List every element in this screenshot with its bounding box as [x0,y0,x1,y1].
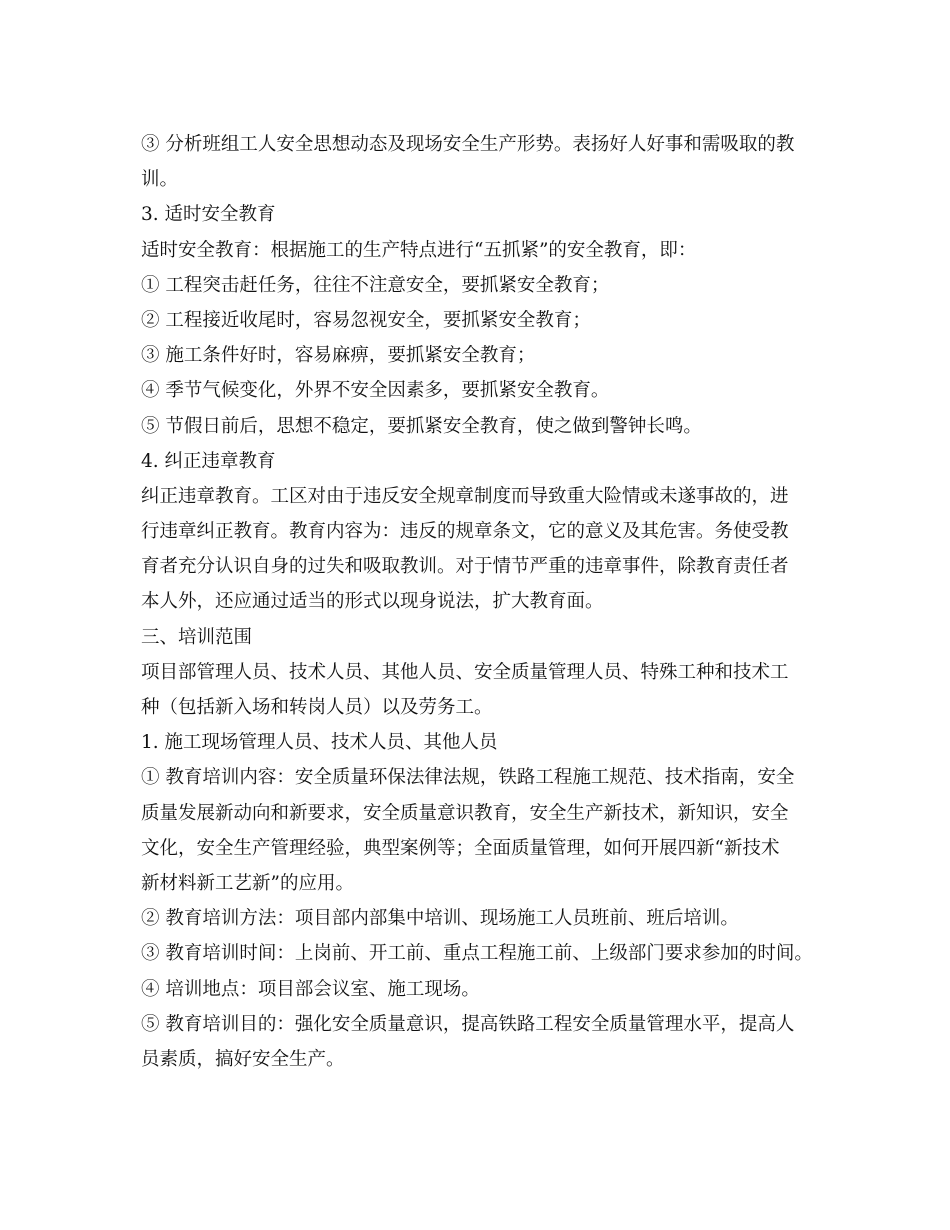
list-item: ② 教育培训方法：项目部内部集中培训、现场施工人员班前、班后培训。 [141,908,739,930]
list-item: ① 教育培训内容：安全质量环保法律法规，铁路工程施工规范、技术指南，安全 [141,767,795,789]
section-heading: 三、培训范围 [141,626,253,648]
text-line: 训。 [141,169,179,191]
list-item: ⑤ 节假日前后，思想不稳定，要抓紧安全教育，使之做到警钟长鸣。 [141,415,702,437]
list-item: ④ 培训地点：项目部会议室、施工现场。 [141,978,480,1000]
text-line: 项目部管理人员、技术人员、其他人员、安全质量管理人员、特殊工种和技术工 [141,661,789,683]
text-line: 适时安全教育：根据施工的生产特点进行“五抓紧”的安全教育，即： [141,239,697,261]
text-line: 行违章纠正教育。教育内容为：违反的规章条文，它的意义及其危害。务使受教 [141,521,789,543]
document-body [141,127,821,1077]
text-line: 质量发展新动向和新要求，安全质量意识教育，安全生产新技术，新知识，安全 [141,802,789,824]
text-line: 种（包括新入场和转岗人员）以及劳务工。 [141,697,493,718]
list-item: ③ 教育培训时间：上岗前、开工前、重点工程施工前、上级部门要求参加的时间。 [141,943,813,965]
text-line: 员素质，搞好安全生产。 [141,1048,345,1070]
text-line: ③ 分析班组工人安全思想动态及现场安全生产形势。表扬好人好事和需吸取的教 [141,134,795,155]
list-item: ⑤ 教育培训目的：强化安全质量意识，提高铁路工程安全质量管理水平，提高人 [141,1013,795,1035]
text-line: 育者充分认识自身的过失和吸取教训。对于情节严重的违章事件，除教育责任者 [141,556,789,578]
list-item: ① 工程突击赶任务，往往不注意安全，要抓紧安全教育； [141,274,610,296]
text-line: 纠正违章教育。工区对由于违反安全规章制度而导致重大险情或未遂事故的，进 [141,485,789,507]
text-line: 文化，安全生产管理经验，典型案例等；全面质量管理，如何开展四新“新技术 [141,837,780,859]
section-heading: 3. 适时安全教育 [141,204,276,226]
section-heading: 1. 施工现场管理人员、技术人员、其他人员 [141,732,498,754]
section-heading: 4. 纠正违章教育 [141,450,276,472]
text-line: 新材料新工艺新”的应用。 [141,872,354,894]
text-line: 本人外，还应通过适当的形式以现身说法，扩大教育面。 [141,591,604,613]
list-item: ③ 施工条件好时，容易麻痹，要抓紧安全教育； [141,345,536,367]
list-item: ② 工程接近收尾时，容易忽视安全，要抓紧安全教育； [141,309,591,331]
list-item: ④ 季节气候变化，外界不安全因素多，要抓紧安全教育。 [141,380,610,402]
